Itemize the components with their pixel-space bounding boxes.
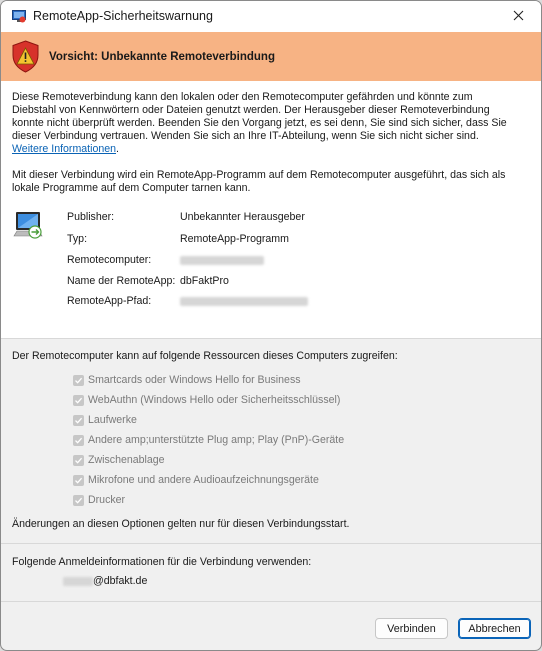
redacted-value <box>180 254 264 266</box>
redacted-username <box>63 575 93 587</box>
resource-checkbox-drives <box>73 413 137 427</box>
warning-line: dieser Verbindung vertrauen. Wenden Sie sich an Ihre IT-Abteilung, wenn Sie sich nicht sicher sind. <box>12 130 479 142</box>
detail-label: Remotecomputer: <box>67 254 152 266</box>
info-section <box>1 81 541 338</box>
program-note-line: lokale Programme auf dem Computer tarnen kann. <box>12 182 251 194</box>
credentials-user <box>63 575 147 587</box>
remoteapp-icon <box>12 10 26 23</box>
detail-label: Publisher: <box>67 211 115 223</box>
resource-label: WebAuthn (Windows Hello oder Sicherheitsschlüssel) <box>88 394 341 406</box>
more-info-link[interactable]: Weitere Informationen <box>12 143 117 155</box>
checkmark-icon <box>73 455 84 466</box>
program-note-line: Mit dieser Verbindung wird ein RemoteApp-Programm auf dem Remotecomputer ausgeführt, das sich als <box>12 169 506 181</box>
resource-label: Drucker <box>88 494 126 506</box>
program-note <box>12 169 532 195</box>
resources-heading: Der Remotecomputer kann auf folgende Ressourcen dieses Computers zugreifen: <box>12 350 398 362</box>
cancel-button[interactable]: Abbrechen <box>458 618 531 639</box>
divider <box>1 338 541 339</box>
resource-label: Smartcards oder Windows Hello for Business <box>88 374 301 386</box>
credentials-heading: Folgende Anmeldeinformationen für die Verbindung verwenden: <box>12 556 312 568</box>
detail-label: Typ: <box>67 233 88 245</box>
detail-value: dbFaktPro <box>180 275 229 287</box>
resource-checkbox-microphones <box>73 473 319 487</box>
divider <box>1 543 541 544</box>
resource-checkbox-clipboard <box>73 453 165 467</box>
link-suffix: . <box>116 143 119 155</box>
detail-label: RemoteApp-Pfad: <box>67 295 152 307</box>
checkmark-icon <box>73 475 84 486</box>
window-title: RemoteApp-Sicherheitswarnung <box>33 9 213 23</box>
warning-text <box>12 91 532 156</box>
close-button[interactable] <box>495 1 541 32</box>
resource-label: Laufwerke <box>88 414 137 426</box>
resource-label: Andere amp;unterstützte Plug amp; Play (PnP)-Geräte <box>88 434 345 446</box>
detail-value: Unbekannter Herausgeber <box>180 211 305 223</box>
connect-button[interactable]: Verbinden <box>375 618 448 639</box>
warning-banner <box>1 32 541 81</box>
checkmark-icon <box>73 395 84 406</box>
close-icon <box>513 10 524 24</box>
checkmark-icon <box>73 435 84 446</box>
checkmark-icon <box>73 375 84 386</box>
checkmark-icon <box>73 495 84 506</box>
resource-checkbox-printers <box>73 493 125 507</box>
detail-value: RemoteApp-Programm <box>180 233 289 245</box>
resource-checkbox-smartcards <box>73 373 301 387</box>
resource-label: Zwischenablage <box>88 454 165 466</box>
resources-note: Änderungen an diesen Optionen gelten nur für diesen Verbindungsstart. <box>12 518 350 530</box>
user-domain: @dbfakt.de <box>93 575 148 587</box>
warning-line: konnte nicht überprüft werden. Beenden Sie den Vorgang jetzt, es sei denn, Sie sind sich sicher, dass Sie <box>12 117 507 129</box>
resource-checkbox-webauthn <box>73 393 340 407</box>
warning-line: Diebstahl von Kennwörtern oder Dateien genutzt werden. Der Herausgeber dieser Remoteverbindung <box>12 104 490 116</box>
checkmark-icon <box>73 415 84 426</box>
detail-label: Name der RemoteApp: <box>67 275 176 287</box>
warning-line: Diese Remoteverbindung kann den lokalen oder den Remotecomputer gefährden und könnte zum <box>12 91 473 103</box>
remote-computer-icon <box>13 209 46 242</box>
title-bar[interactable] <box>1 1 541 32</box>
resource-label: Mikrofone und andere Audioaufzeichnungsgeräte <box>88 474 319 486</box>
redacted-value <box>180 295 308 307</box>
warning-shield-icon <box>11 40 40 73</box>
resource-checkbox-pnp <box>73 433 344 447</box>
divider <box>1 601 541 602</box>
warning-title: Vorsicht: Unbekannte Remoteverbindung <box>49 51 275 63</box>
